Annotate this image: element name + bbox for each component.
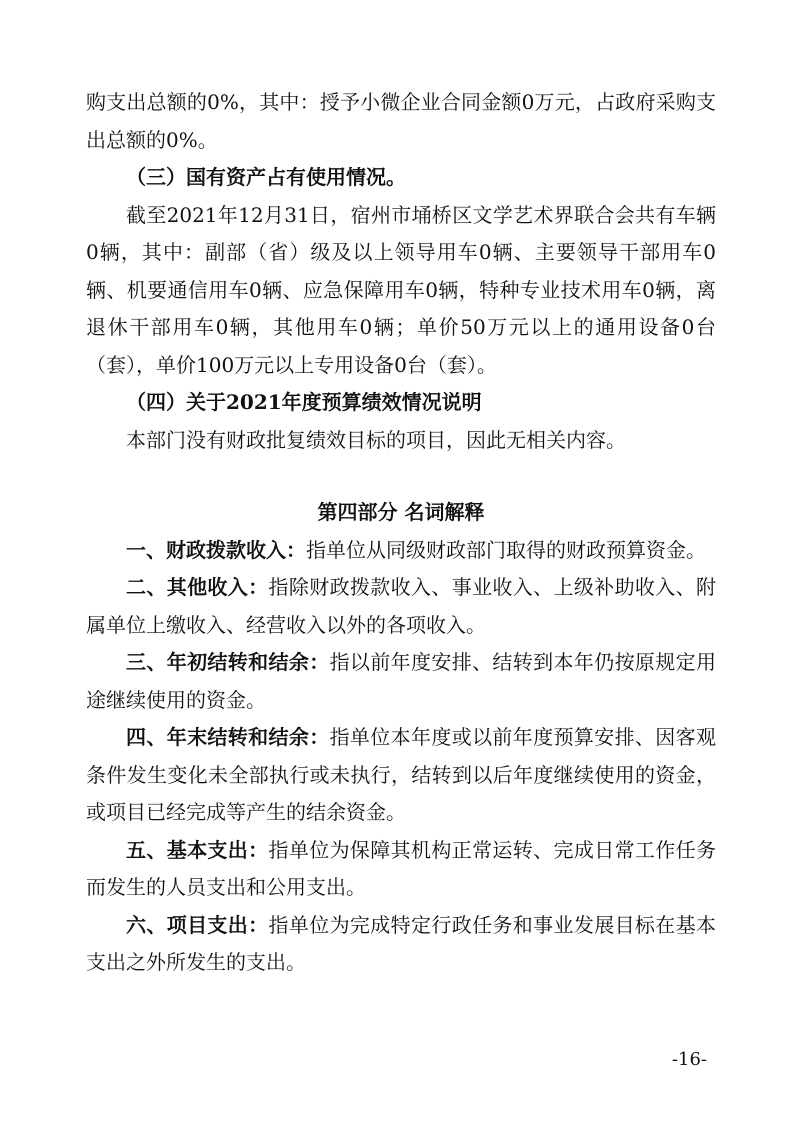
term-label: 一、财政拨款收入： [126, 537, 306, 562]
term-item [86, 832, 716, 907]
term-label: 二、其他收入： [126, 575, 269, 599]
term-label: 六、项目支出： [126, 912, 269, 937]
term-definition: 指除财政拨款收入、事业收入、上级补助收入、附属单位上缴收入、经营收入以外的各项收入。 [86, 575, 716, 637]
term-label: 四、年末结转和结余： [126, 725, 330, 749]
term-definition: 指单位为完成特定行政任务和事业发展目标在基本支出之外所发生的支出。 [86, 912, 716, 974]
page-number: -16- [671, 1049, 707, 1070]
state-assets-paragraph: 截至2021年12月31日，宿州市埇桥区文学艺术界联合会共有车辆0辆，其中：副部（省）级及以上领导用车0辆、主要领导干部用车0辆、机要通信用车0辆、应急保障用车0辆，特种专业技术用车0辆，离退休干部用车0辆，其他用车0辆；单价50万元以上的通用设备0台（套），单价100万元以上专用设备0台（套）。 [86, 202, 716, 377]
heading-state-assets: （三）国有资产占有使用情况。 [126, 165, 406, 189]
heading-performance: （四）关于2021年度预算绩效情况说明 [126, 390, 482, 414]
term-item [86, 569, 716, 644]
term-item [86, 532, 716, 570]
term-definition: 指单位从同级财政部门取得的财政预算资金。 [306, 537, 706, 562]
term-label: 五、基本支出： [126, 837, 269, 862]
term-definition: 指单位为保障其机构正常运转、完成日常工作任务而发生的人员支出和公用支出。 [86, 837, 716, 899]
term-item [86, 719, 716, 832]
term-item [86, 644, 716, 719]
procurement-paragraph: 购支出总额的0%，其中：授予小微企业合同金额0万元，占政府采购支出总额的0%。 [86, 90, 716, 152]
term-item [86, 907, 716, 982]
term-label: 三、年初结转和结余： [126, 650, 330, 674]
document-page [86, 84, 716, 982]
term-definition: 指以前年度安排、结转到本年仍按原规定用途继续使用的资金。 [86, 650, 717, 712]
performance-paragraph: 本部门没有财政批复绩效目标的项目，因此无相关内容。 [126, 427, 626, 452]
term-definition: 指单位本年度或以前年度预算安排、因客观条件发生变化未全部执行或未执行，结转到以后年度继续使用的资金，或项目已经完成等产生的结余资金。 [86, 725, 717, 824]
section-title: 第四部分 名词解释 [317, 500, 485, 524]
